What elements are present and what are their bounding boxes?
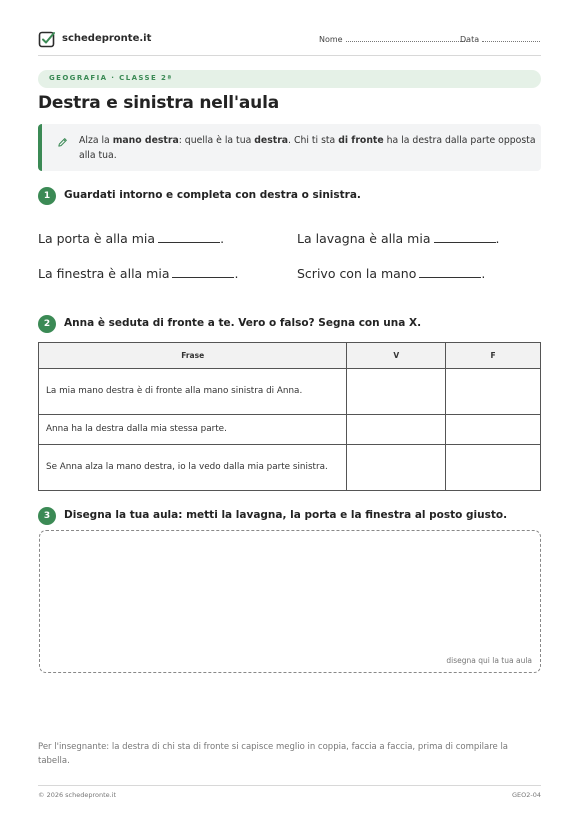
phrase-cell: La mia mano destra è di fronte alla mano sinistra di Anna. [39,369,347,415]
answer-blank[interactable] [434,232,496,243]
exercise-1-badge: 1 [38,187,56,205]
answer-blank[interactable] [172,267,234,278]
exercise-3-title: Disegna la tua aula: metti la lavagna, la porta e la finestra al posto giusto. [64,509,508,521]
date-field[interactable] [460,35,540,44]
page-footer [38,785,541,801]
drawing-caption: disegna qui la tua aula [446,656,532,665]
tip-text: Alza la mano destra: quella è la tua destra. Chi ti sta di fronte ha la destra dalla parte opposta alla tua. [79,135,536,161]
exercise-3-badge: 3 [38,507,56,525]
teacher-note: Per l'insegnante: la destra di chi sta di fronte si capisce meglio in coppia, faccia a faccia, prima di compilare la tabella. [38,742,509,766]
answer-blank[interactable] [419,267,481,278]
answer-blank[interactable] [158,232,220,243]
true-checkbox-cell[interactable] [347,415,446,445]
page-header [38,30,541,56]
subject-band [38,70,541,88]
worksheet-code: GEO2-04 [511,791,541,799]
subject-label: GEOGRAFIA · CLASSE 2ª [49,74,173,82]
tip-box [38,124,541,171]
exercise-2-badge: 2 [38,315,56,333]
phrase-cell: Se Anna alza la mano destra, io la vedo dalla mia parte sinistra. [39,445,347,491]
brand-name: schedepronte.it [62,33,152,44]
column-header-true: V [347,343,446,369]
date-label: Data [460,35,480,44]
false-checkbox-cell[interactable] [446,445,541,491]
exercise-1-title: Guardati intorno e completa con destra o sinistra. [64,189,361,201]
true-false-table [38,342,541,491]
name-line [346,35,467,42]
fill-item: Scrivo con la mano . [297,266,486,281]
table-row [39,445,541,491]
fill-item: La lavagna è alla mia . [297,231,500,246]
table-row [39,369,541,415]
column-header-phrase: Frase [39,343,347,369]
column-header-false: F [446,343,541,369]
copyright: © 2026 schedepronte.it [38,791,117,799]
pencil-icon [57,137,68,148]
fill-item: La porta è alla mia . [38,231,225,246]
exercise-2-title: Anna è seduta di fronte a te. Vero o falso? Segna con una X. [64,317,422,329]
false-checkbox-cell[interactable] [446,415,541,445]
true-checkbox-cell[interactable] [347,445,446,491]
page-title: Destra e sinistra nell'aula [38,93,279,113]
date-line [482,35,540,42]
drawing-area[interactable] [39,530,541,673]
true-checkbox-cell[interactable] [347,369,446,415]
name-field[interactable] [319,35,467,44]
fill-item: La finestra è alla mia . [38,266,239,281]
table-header-row [39,343,541,369]
checkbox-logo-icon [38,30,56,48]
phrase-cell: Anna ha la destra dalla mia stessa parte. [39,415,347,445]
name-label: Nome [319,35,343,44]
false-checkbox-cell[interactable] [446,369,541,415]
table-row [39,415,541,445]
